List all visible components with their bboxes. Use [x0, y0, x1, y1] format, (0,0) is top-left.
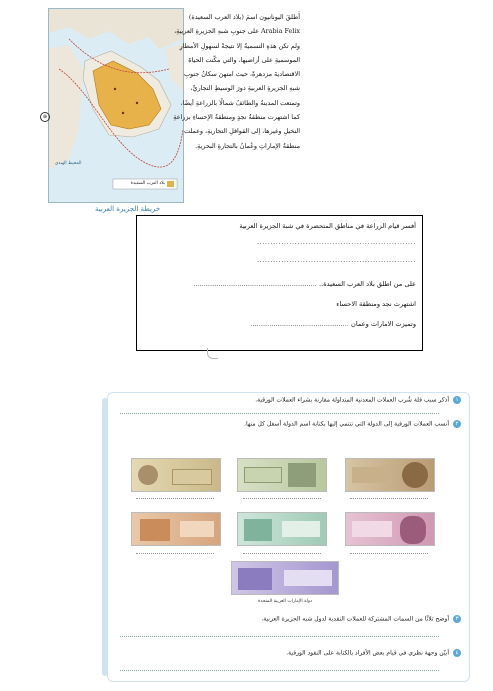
- answer-line[interactable]: [120, 670, 439, 671]
- banknote-image: [231, 561, 339, 595]
- banknote-image: [345, 512, 435, 546]
- map-sea-label: المحيط الهندي: [55, 161, 82, 166]
- answer-line[interactable]: [350, 498, 428, 499]
- answer-line[interactable]: [243, 498, 321, 499]
- excerpt-line: أَطلقَ اليونانيون اسمَ (بلاد العرب السعيدة): [188, 13, 300, 21]
- answer-box: [136, 215, 423, 351]
- worksheet-question-4-text: أبيّن وجهة نظري في قيام بعض الأفراد بالكتابة على النقود الورقية.: [286, 649, 449, 657]
- answer-line[interactable]: ...........................................................: [193, 280, 317, 288]
- excerpt-line: Arabia Felix على جنوبِ شبهِ الجزيرةِ العربيةِ،: [174, 27, 300, 36]
- excerpt-line: وتمتعت المدينةُ والطائفُ شمالًا بالزراعةِ أيضًا،: [180, 98, 300, 107]
- page-marker-icon: ⊕: [40, 112, 50, 122]
- answer-line[interactable]: ...........................................................: [256, 256, 416, 264]
- question-arabia-felix-text: على من اطلق بلاد العرب السعيدة..: [319, 280, 416, 288]
- currency-worksheet: [107, 392, 470, 682]
- map-caption: خريطة الجزيرة العربية: [95, 205, 161, 213]
- answer-line[interactable]: [243, 553, 321, 554]
- banknote-caption: دولة الإمارات العربية المتحدة: [257, 599, 312, 604]
- excerpt-line: النخيلِ وغيرها، إلى القوافلِ التجاريةِ، وعملت: [183, 127, 300, 136]
- question-number-badge: ٣: [453, 615, 461, 623]
- excerpt-line: منطقةُ الإماراتِ وعُمانُ بالتجارةِ البحريةِ.: [195, 141, 300, 150]
- worksheet-question-3: [261, 615, 461, 623]
- excerpt-line: شبهِ الجزيرةِ العربيةِ دورَ الوسيطِ التجاريِّ،: [190, 84, 300, 93]
- arabia-map-drawing: [49, 9, 183, 202]
- answer-emirates-oman-text: وتميزت الامارات وعمان: [351, 320, 416, 328]
- excerpt-line: الاقتصاديةَ مزدهرةً، حيث امتهنَ سكانُ جنوبِ: [183, 70, 300, 79]
- answer-line[interactable]: [136, 498, 214, 499]
- banknote-image: [237, 458, 327, 492]
- banknote-image: [131, 512, 221, 546]
- arabia-map: [48, 8, 184, 203]
- answer-line[interactable]: [120, 636, 439, 637]
- worksheet-question-3-text: أوضح ثلاثًا من السمات المشتركة للعملات النقدية لدول شبه الجزيرة العربية.: [261, 615, 449, 623]
- excerpt-line: كما اشتهرت منطقةُ نجدٍ ومنطقةُ الإحساءِ بزراعةِ: [173, 113, 300, 122]
- answer-line[interactable]: [120, 413, 439, 414]
- question-number-badge: ٤: [453, 649, 461, 657]
- question-number-badge: ١: [453, 396, 461, 404]
- answer-najd-ahsa: اشتهرت نجد ومنطقة الاحساء: [336, 300, 416, 308]
- excerpt-line: الموسميةِ على أراضيها، والتي مكّنت الحياةَ: [188, 55, 300, 64]
- answer-line[interactable]: ...........................................................: [256, 238, 416, 246]
- question-number-badge: ٢: [453, 420, 461, 428]
- answer-line[interactable]: ...............................................: [250, 320, 349, 328]
- answer-emirates-oman: [250, 320, 416, 328]
- answer-line[interactable]: [350, 553, 428, 554]
- banknote-image: [345, 458, 435, 492]
- banknote-image: [131, 458, 221, 492]
- map-legend-label: بلاد العرب السعيدة: [130, 181, 165, 186]
- worksheet-question-1-text: أذكر سبب قلة شُرب العملات المعدنية المتداولة مقارنة بشراء العملات الورقية.: [255, 396, 449, 404]
- question-agriculture: أفسر قيام الزراعة في مناطق المتحضرة في شبة الجزيرة العربية: [239, 222, 416, 230]
- worksheet-question-2-text: أنسب العملات الورقية إلى الدولة التي تنتمي إليها بكتابة اسم الدولة أسفل كل منها.: [244, 420, 449, 428]
- textbook-excerpt: [173, 10, 300, 153]
- answer-line[interactable]: [136, 553, 214, 554]
- scroll-divider-mark: [207, 348, 218, 359]
- worksheet-question-1: [255, 396, 461, 404]
- banknote-image: [237, 512, 327, 546]
- excerpt-line: ولم تكن هذهِ التسميةُ إلا نتيجةً لسهولِ الأمطارِ: [179, 41, 300, 50]
- question-arabia-felix: [193, 280, 416, 288]
- worksheet-question-4: [286, 649, 461, 657]
- worksheet-question-2: [244, 420, 461, 428]
